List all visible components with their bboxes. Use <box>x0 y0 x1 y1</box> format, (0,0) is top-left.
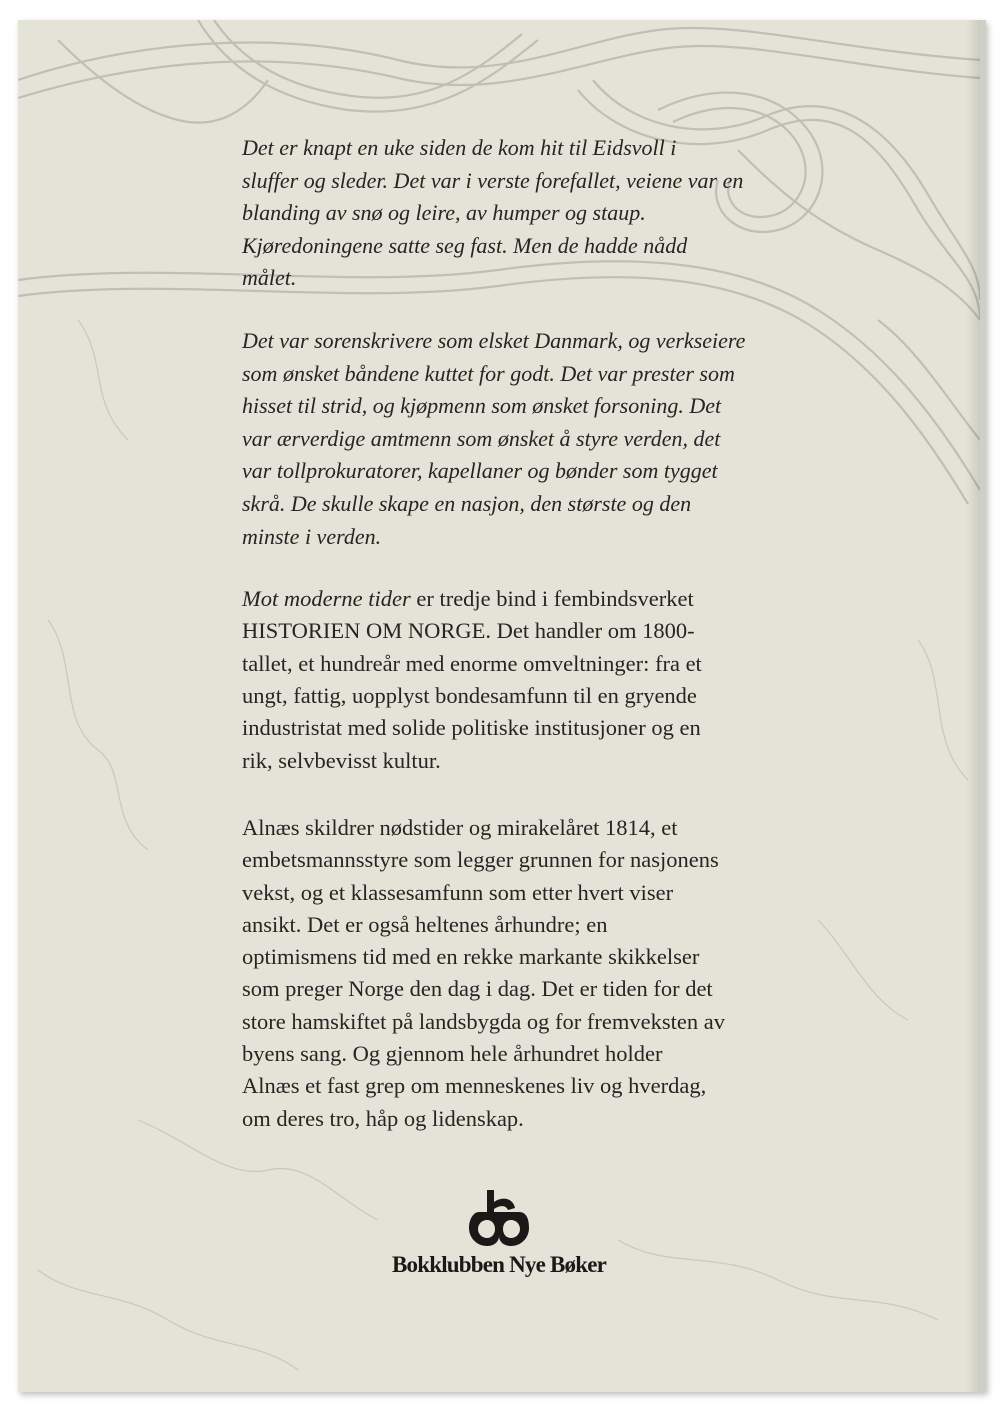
text-line: optimismens tid med en rekke markante skikkelser <box>242 944 700 970</box>
description-paragraph-1 <box>242 583 832 777</box>
text-line: blanding av snø og leire, av humper og staup. <box>242 200 646 226</box>
text-line: Det var sorenskrivere som elsket Danmark, og verkseiere <box>242 327 746 353</box>
text-line: ansikt. Det er også heltenes århundre; en <box>242 911 608 937</box>
text-line: var ærverdige amtmenn som ønsket å styre verden, det <box>242 425 721 451</box>
book-back-cover <box>18 20 986 1392</box>
text-line: som preger Norge den dag i dag. Det er tiden for det <box>242 976 713 1002</box>
text-line: om deres tro, håp og lidenskap. <box>242 1105 524 1131</box>
text-line: Det er knapt en uke siden de kom hit til Eidsvoll i <box>242 135 677 160</box>
text-line: hisset til strid, og kjøpmenn som ønsket forsoning. Det <box>242 393 722 419</box>
text-line: vekst, og et klassesamfunn som etter hvert viser <box>242 879 674 905</box>
text-line: rik, selvbevisst kultur. <box>242 747 441 773</box>
blurb-text <box>242 132 832 1170</box>
spine-shadow <box>966 20 980 1392</box>
text-line-rest: er tredje bind i fembindsverket <box>410 586 694 612</box>
text-line: embetsmannsstyre som legger grunnen for nasjonens <box>242 847 719 873</box>
text-line: minste i verden. <box>242 523 382 549</box>
text-line: sluffer og sleder. Det var i verste forefallet, veiene var en <box>242 167 744 193</box>
bnb-logo-icon <box>469 1190 529 1246</box>
text-line: industristat med solide politiske institusjoner og en <box>242 715 701 741</box>
text-line: skrå. De skulle skape en nasjon, den største og den <box>242 490 692 516</box>
book-title-italic: Mot moderne tider <box>242 586 411 612</box>
text-line: byens sang. Og gjennom hele århundret holder <box>242 1040 663 1066</box>
description-paragraph-2 <box>242 812 832 1135</box>
text-line: ungt, fattig, uopplyst bondesamfunn til en gryende <box>242 683 697 709</box>
text-line: tallet, et hundreår med enorme omveltninger: fra et <box>242 650 702 676</box>
publisher-name: Bokklubben Nye Bøker <box>391 1252 607 1277</box>
text-line: Alnæs skildrer nødstider og mirakelåret 1814, et <box>242 814 678 840</box>
text-line <box>242 583 832 615</box>
text-line: Alnæs et fast grep om menneskenes liv og hverdag, <box>242 1073 707 1099</box>
text-line: som ønsket båndene kuttet for godt. Det var prester som <box>242 360 735 386</box>
intro-paragraph-2 <box>242 325 832 553</box>
text-line: HISTORIEN OM NORGE. Det handler om 1800- <box>242 618 695 644</box>
text-line: store hamskiftet på landsbygda og for fremveksten av <box>242 1008 725 1034</box>
publisher-mark <box>18 1190 980 1278</box>
intro-paragraph-1 <box>242 132 832 295</box>
text-line: Kjøredoningene satte seg fast. Men de hadde nådd <box>242 232 688 258</box>
text-line: målet. <box>242 265 297 291</box>
text-line: var tollprokuratorer, kapellaner og bønder som tygget <box>242 458 718 484</box>
